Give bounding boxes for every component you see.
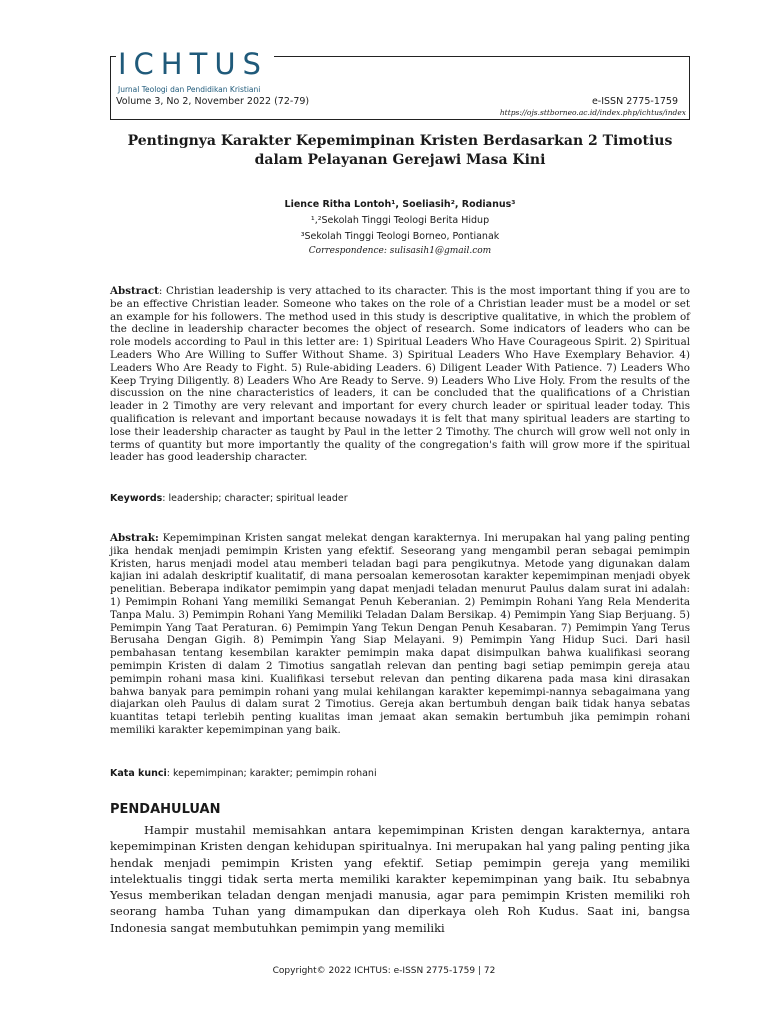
affiliation-1: ¹,²Sekolah Tinggi Teologi Berita Hidup — [310, 215, 490, 226]
introduction-paragraph: Hampir mustahil memisahkan antara kepemimpinan Kristen dengan karakternya, antara kepemimpinan Kristen dengan kehidupan spiritualnya. Ini merupakan hal yang paling penting jika hendak menjadi pemimpin Kristen yang efektif. Setiap pemimpin gereja yang memiliki intelektualis tinggi tidak serta merta memiliki karakter kepemimpinan yang baik. Itu sebabnya Yesus memberikan teladan dengan menjadi manusia, agar para pemimpin Kristen memiliki roh seorang hamba Tuhan yang dimampukan dan diperkaya oleh Roh Kudus. Saat ini, bangsa Indonesia sangat membutuhkan pemimpin yang memiliki — [110, 823, 690, 935]
kata-kunci-text: : kepemimpinan; karakter; pemimpin rohani — [166, 768, 377, 779]
keywords-label: Keywords — [110, 493, 163, 504]
article-title: Pentingnya Karakter Kepemimpinan Kristen Berdasarkan 2 Timotius dalam Pelayanan Gerejawi Masa Kini — [127, 133, 673, 168]
abstrak-text: Kepemimpinan Kristen sangat melekat dengan karakternya. Ini merupakan hal yang paling penting jika hendak menjadi pemimpin Kristen yang efektif. Seseorang yang mengambil peran sebagai pemimpin Kristen, harus menjadi model atau memberi teladan bagi para pengikutnya. Metode yang digunakan dalam kajian ini adalah deskriptif kualitatif, di mana persoalan kemerosotan karakter kepemimpinan menjadi obyek penelitian. Beberapa indikator pemimpin yang dapat menjadi teladan menurut Paulus dalam surat ini adalah: 1) Pemimpin Rohani Yang memiliki Semangat Penuh Keberanian. 2) Pemimpin Rohani Yang Rela Menderita Tanpa Malu. 3) Pemimpin Rohani Yang Memiliki Teladan Dalam Bersikap. 4) Pemimpin Yang Siap Berjuang. 5) Pemimpin Yang Taat Peraturan. 6) Pemimpin Yang Tekun Dengan Penuh Kesabaran. 7) Pemimpin Yang Terus Berusaha Dengan Gigih. 8) Pemimpin Yang Siap Melayani. 9) Pemimpin Yang Hidup Suci. Dari hasil pembahasan tentang kesembilan karakter pemimpin maka dapat disimpulkan bahwa kualifikasi seorang pemimpin Kristen di dalam 2 Timotius sangatlah relevan dan penting bagi setiap pemimpin gereja atau pemimpin rohani masa kini. Kualifikasi tersebut relevan dan penting dikarena pada masa kini dirasakan bahwa banyak para pemimpin rohani yang mulai kehilangan karakter kepemimpi-nannya sebagaimana yang diajarkan oleh Paulus di dalam surat 2 Timotius. Gereja akan bertumbuh dengan baik tidak hanya sebatas kuantitas tetapi terlebih penting kualitas iman jemaat akan semakin bertumbuh jika pemimpin rohani memiliki karakter kepemimpinan yang baik. — [110, 532, 690, 736]
abstract-text: : Christian leadership is very attached to its character. This is the most important thing if you are to be an effective Christian leader. Someone who takes on the role of a Christian leader must be a model or set an example for his followers. The method used in this study is descriptive qualitative, in which the problem of the decline in leadership character becomes the object of research. Some indicators of leaders who can be role models according to Paul in this letter are: 1) Spiritual Leaders Who Have Courageous Spirit. 2) Spiritual Leaders Who Are Willing to Suffer Without Shame. 3) Spiritual Leaders Who Have Exemplary Behavior. 4) Leaders Who Are Ready to Fight. 5) Rule-abiding Leaders. 6) Diligent Leader With Patience. 7) Leaders Who Keep Trying Diligently. 8) Leaders Who Are Ready to Serve. 9) Leaders Who Live Holy. From the results of the discussion on the nine characteristics of leaders, it can be concluded that the qualifications of a Christian leader in 2 Timothy are very relevant and important for every church leader or spiritual leader today. This qualification is relevant and important because nowadays it is felt that many spiritual leaders are starting to lose their leadership character as taught by Paul in the letter 2 Timothy. The church will grow well not only in terms of quantity but more importantly the quality of the congregation's faith will grow more if the spiritual leader has good leadership character. — [110, 285, 690, 464]
affiliation-2: ³Sekolah Tinggi Teologi Borneo, Pontianak — [300, 231, 500, 242]
abstract-indonesian — [110, 532, 690, 737]
volume-info: Volume 3, No 2, November 2022 (72-79) — [116, 96, 310, 107]
page-footer: Copyright© 2022 ICHTUS: e-ISSN 2775-1759 | 72 — [272, 966, 496, 976]
correspondence — [110, 246, 690, 256]
abstrak-label: Abstrak: — [110, 532, 159, 544]
author-list: Lience Ritha Lontoh¹, Soeliasih², Rodianus³ — [284, 199, 516, 210]
keywords-text: : leadership; character; spiritual leader — [162, 493, 348, 504]
journal-logo: ICHTUS — [116, 48, 274, 80]
journal-url[interactable]: https://ojs.sttborneo.ac.id/index.php/ichtus/index — [499, 108, 686, 117]
abstract-english — [110, 285, 690, 464]
correspondence-email[interactable]: sulisasih1@gmail.com — [389, 246, 492, 256]
abstract-label: Abstract — [110, 285, 159, 297]
correspondence-label: Correspondence: — [308, 246, 387, 256]
issn: e-ISSN 2775-1759 — [591, 96, 678, 107]
kata-kunci-label: Kata kunci — [110, 768, 167, 779]
section-heading: PENDAHULUAN — [110, 802, 221, 817]
keywords-english — [110, 493, 690, 504]
journal-subtitle: Jurnal Teologi dan Pendidikan Kristiani — [118, 85, 261, 94]
keywords-indonesian — [110, 768, 690, 779]
